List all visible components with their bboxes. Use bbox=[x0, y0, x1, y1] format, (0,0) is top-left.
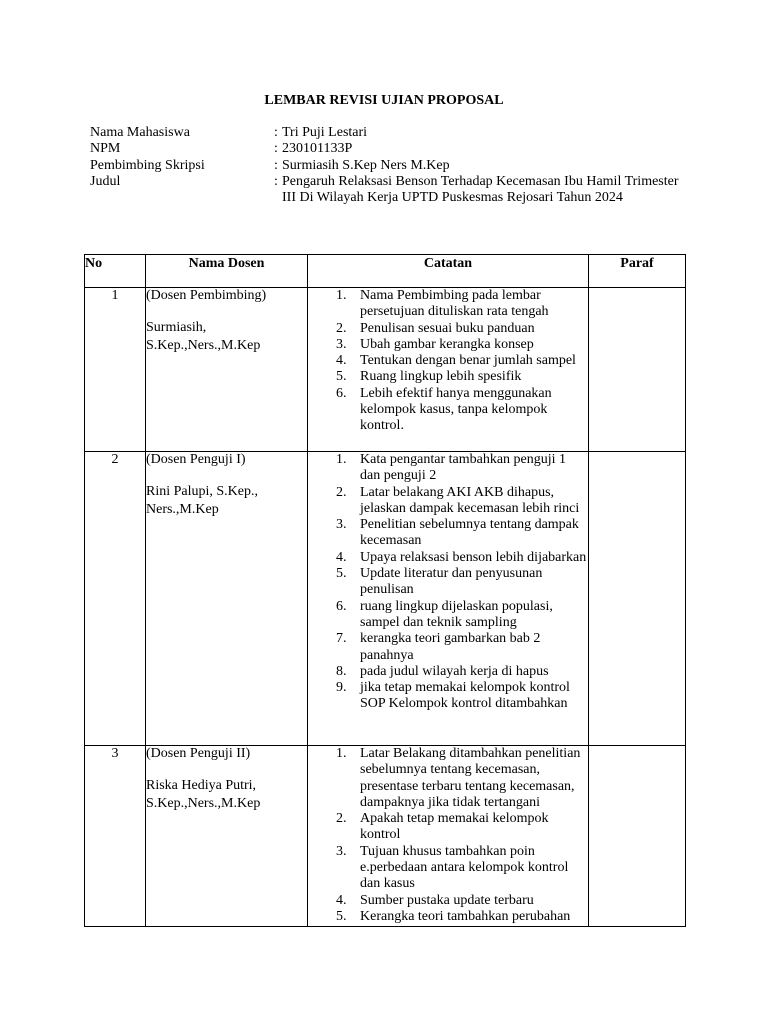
info-row-npm bbox=[90, 141, 690, 157]
header-paraf: Paraf bbox=[589, 255, 686, 288]
signature-cell bbox=[589, 452, 686, 746]
notes-cell bbox=[308, 746, 589, 927]
lecturer-cell bbox=[146, 288, 308, 452]
header-no: No bbox=[85, 255, 146, 288]
note-item: Latar Belakang ditambahkan penelitian sebelumnya tentang kecemasan, presentase terbaru tentang kecemasan, dampaknya jika tidak tertangani bbox=[360, 746, 581, 810]
info-row-judul bbox=[90, 174, 690, 207]
table-header-row bbox=[85, 255, 686, 288]
note-item: Tentukan dengan benar jumlah sampel bbox=[360, 353, 576, 369]
notes-cell bbox=[308, 452, 589, 746]
row-number: 1 bbox=[85, 288, 146, 452]
info-colon: : bbox=[274, 173, 278, 189]
lecturer-role: (Dosen Penguji I) bbox=[146, 452, 246, 467]
supervisor-name: Surmiasih S.Kep Ners M.Kep bbox=[282, 157, 450, 173]
student-npm: 230101133P bbox=[282, 141, 353, 157]
info-value-wrap bbox=[274, 141, 690, 157]
note-item: Upaya relaksasi benson lebih dijabarkan bbox=[360, 549, 587, 565]
student-name: Tri Puji Lestari bbox=[282, 125, 368, 140]
info-row-pembimbing bbox=[90, 158, 690, 174]
lecturer-name: Rini Palupi, S.Kep., Ners.,M.Kep bbox=[146, 484, 259, 518]
thesis-title: Pengaruh Relaksasi Benson Terhadap Kecemasan Ibu Hamil Trimester III Di Wilayah Kerja UPTD Puskesmas Rejosari Tahun 2024 bbox=[282, 173, 679, 206]
page-title: LEMBAR REVISI UJIAN PROPOSAL bbox=[264, 93, 504, 108]
note-item: Kerangka teori tambahkan perubahan bbox=[360, 908, 571, 924]
header-nama-dosen: Nama Dosen bbox=[146, 255, 308, 288]
note-item: Lebih efektif hanya menggunakan kelompok kasus, tanpa kelompok kontrol. bbox=[360, 385, 552, 434]
note-item: pada judul wilayah kerja di hapus bbox=[360, 663, 549, 679]
table-row bbox=[85, 288, 686, 452]
lecturer-name: Riska Hediya Putri, S.Kep.,Ners.,M.Kep bbox=[146, 778, 261, 812]
signature-cell bbox=[589, 288, 686, 452]
info-colon: : bbox=[274, 141, 278, 157]
note-item: Update literatur dan penyusunan penulisan bbox=[360, 566, 543, 598]
signature-cell bbox=[589, 746, 686, 927]
header-catatan: Catatan bbox=[308, 255, 589, 288]
info-colon: : bbox=[274, 125, 278, 140]
notes-list bbox=[308, 746, 588, 925]
note-item: kerangka teori gambarkan bab 2 panahnya bbox=[360, 631, 541, 663]
lecturer-cell bbox=[146, 746, 308, 927]
notes-list bbox=[308, 452, 588, 713]
info-colon: : bbox=[274, 157, 278, 173]
note-item: jika tetap memakai kelompok kontrol SOP Kelompok kontrol ditambahkan bbox=[360, 680, 570, 712]
note-item: Kata pengantar tambahkan penguji 1 dan penguji 2 bbox=[360, 452, 567, 484]
info-label: Pembimbing Skripsi bbox=[90, 157, 205, 173]
note-item: Latar belakang AKI AKB dihapus, jelaskan dampak kecemasan lebih rinci bbox=[360, 484, 580, 516]
note-item: Penulisan sesuai buku panduan bbox=[360, 320, 535, 336]
info-value-wrap bbox=[274, 158, 690, 174]
info-value-wrap bbox=[274, 125, 690, 141]
lecturer-name: Surmiasih, S.Kep.,Ners.,M.Kep bbox=[146, 320, 261, 354]
note-item: Sumber pustaka update terbaru bbox=[360, 892, 534, 908]
info-label: NPM bbox=[90, 141, 121, 157]
note-item: Penelitian sebelumnya tentang dampak kecemasan bbox=[360, 517, 579, 549]
lecturer-role: (Dosen Penguji II) bbox=[146, 746, 251, 761]
note-item: Ruang lingkup lebih spesifik bbox=[360, 369, 522, 385]
row-number: 2 bbox=[85, 452, 146, 746]
info-label: Nama Mahasiswa bbox=[90, 125, 190, 140]
lecturer-role: (Dosen Pembimbing) bbox=[146, 288, 267, 303]
info-label: Judul bbox=[90, 173, 121, 189]
revision-table bbox=[84, 254, 686, 927]
note-item: Nama Pembimbing pada lembar persetujuan dituliskan rata tengah bbox=[360, 288, 549, 320]
info-row-nama bbox=[90, 125, 690, 141]
info-value-wrap bbox=[274, 174, 690, 207]
note-item: Tujuan khusus tambahkan poin e.perbedaan antara kelompok kontrol dan kasus bbox=[360, 843, 569, 892]
table-row bbox=[85, 452, 686, 746]
note-item: ruang lingkup dijelaskan populasi, sampel dan teknik sampling bbox=[360, 598, 553, 630]
note-item: Ubah gambar kerangka konsep bbox=[360, 336, 534, 352]
note-item: Apakah tetap memakai kelompok kontrol bbox=[360, 811, 549, 843]
notes-list bbox=[308, 288, 588, 435]
notes-cell bbox=[308, 288, 589, 452]
table-row bbox=[85, 746, 686, 927]
row-number: 3 bbox=[85, 746, 146, 927]
lecturer-cell bbox=[146, 452, 308, 746]
student-info bbox=[90, 125, 690, 206]
